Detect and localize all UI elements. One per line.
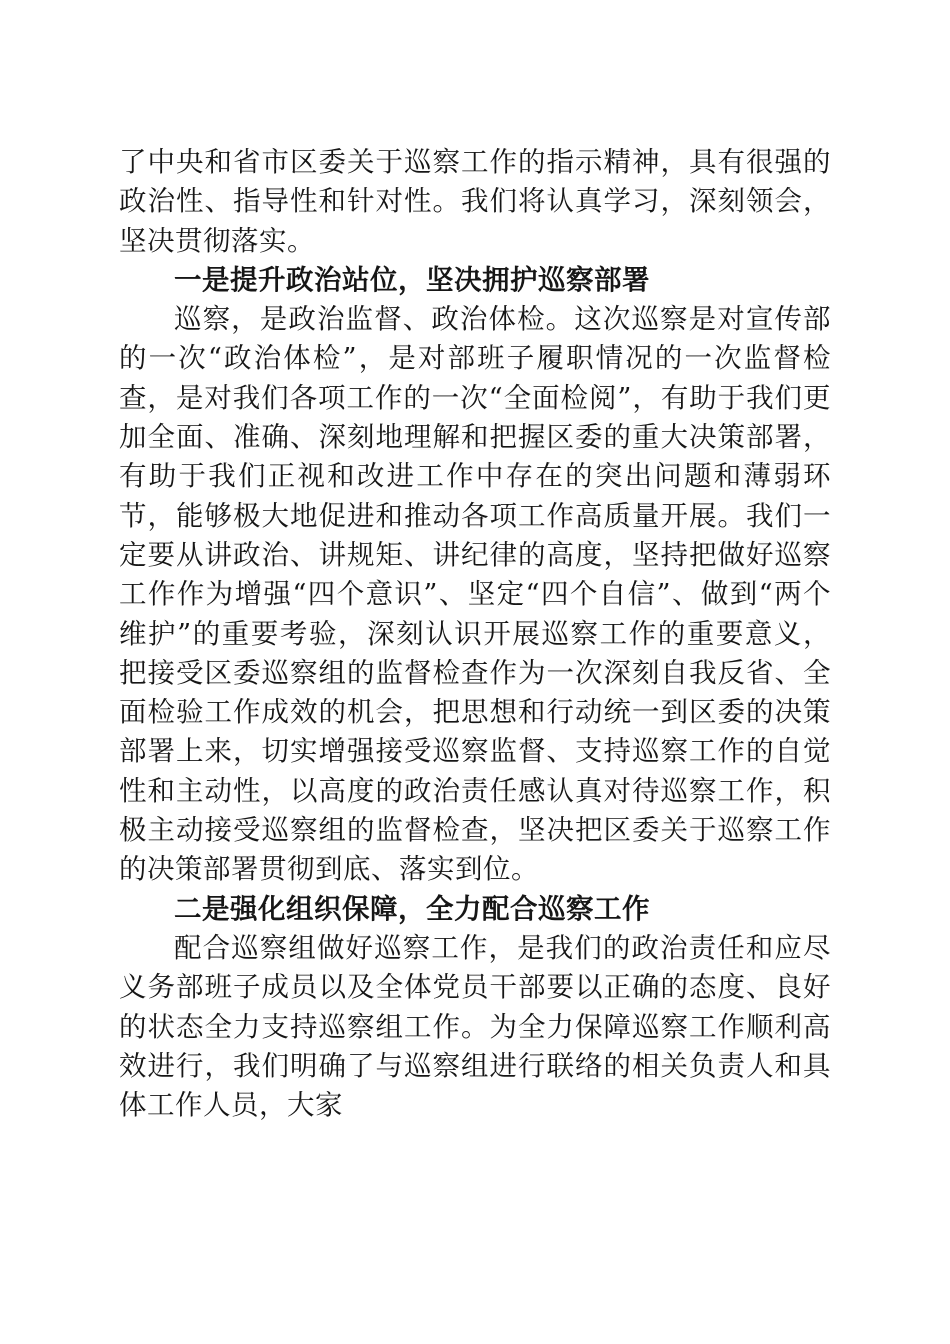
paragraph-section-2: 配合巡察组做好巡察工作，是我们的政治责任和应尽义务部班子成员以及全体党员干部要以正确的态度、良好的状态全力支持巡察组工作。为全力保障巡察工作顺利高效进行，我们明确了与巡察组进行联络的相关负责人和具体工作人员，大家 xyxy=(119,931,831,1122)
document-body xyxy=(119,143,831,1125)
paragraph-section-1: 巡察，是政治监督、政治体检。这次巡察是对宣传部的一次“政治体检”，是对部班子履职情况的一次监督检查，是对我们各项工作的一次“全面检阅”，有助于我们更加全面、准确、深刻地理解和把握区委的重大决策部署，有助于我们正视和改进工作中存在的突出问题和薄弱环节，能够极大地促进和推动各项工作高质量开展。我们一定要从讲政治、讲规矩、讲纪律的高度，坚持把做好巡察工作作为增强“四个意识”、坚定“四个自信”、做到“两个维护”的重要考验，深刻认识开展巡察工作的重要意义，把接受区委巡察组的监督检查作为一次深刻自我反省、全面检验工作成效的机会，把思想和行动统一到区委的决策部署上来，切实增强接受巡察监督、支持巡察工作的自觉性和主动性，以高度的政治责任感认真对待巡察工作，积极主动接受巡察组的监督检查，坚决把区委关于巡察工作的决策部署贯彻到底、落实到位。 xyxy=(119,303,831,886)
paragraph-continued: 了中央和省市区委关于巡察工作的指示精神，具有很强的政治性、指导性和针对性。我们将认真学习，深刻领会，坚决贯彻落实。 xyxy=(119,146,831,257)
section-heading-2: 二是强化组织保障，全力配合巡察工作 xyxy=(174,892,650,925)
section-heading-1: 一是提升政治站位，坚决拥护巡察部署 xyxy=(174,263,650,296)
